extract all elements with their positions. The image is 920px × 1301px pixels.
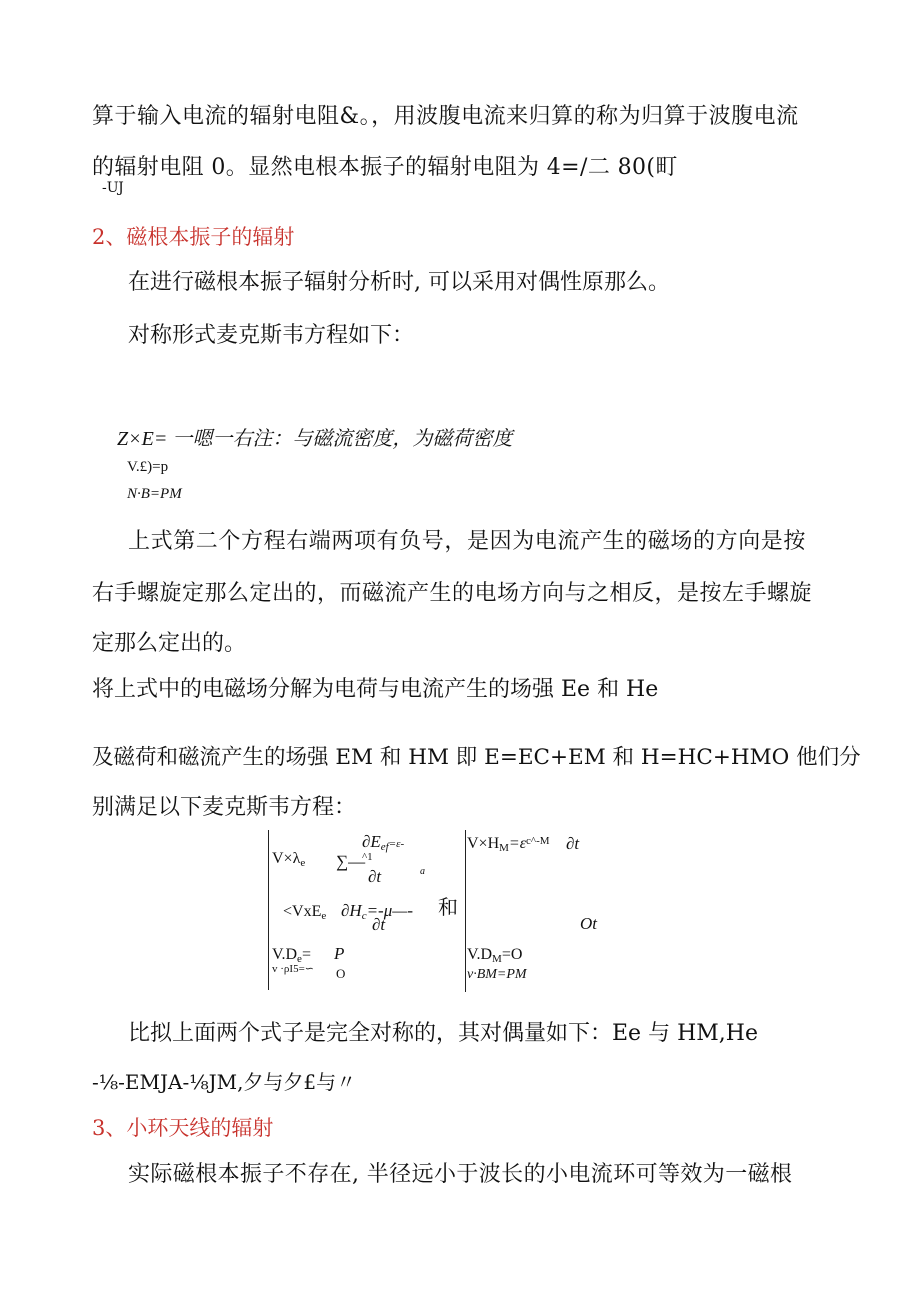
section-heading-2: 2、磁根本振子的辐射 <box>92 225 295 249</box>
right-bracket <box>465 830 466 992</box>
left-eq-div-d: V.De= <box>272 946 311 965</box>
left-eq-sum: ∑— <box>336 852 366 871</box>
left-eq-a: a <box>420 866 425 877</box>
left-eq-partial-h: ∂Hc=-μ—- <box>341 901 414 922</box>
left-eq-div-b: v ·ρI5=∽ <box>272 963 314 975</box>
paragraph-line-10: 及磁荷和磁流产生的场强 EM 和 HM 即 E=EC+EM 和 H=HC+HMO 他们分 <box>92 745 861 770</box>
right-eq-div-d: V.DM=O <box>467 946 523 965</box>
paragraph-line-7: 右手螺旋定那么定出的，而磁流产生的电场方向与之相反，是按左手螺旋 <box>92 581 813 606</box>
paragraph-line-9: 将上式中的电磁场分解为电荷与电流产生的场强 Ee 和 He <box>92 677 659 702</box>
paragraph-line-3: -UJ <box>102 180 124 196</box>
equation-2: V.£)=p <box>127 459 169 475</box>
paragraph-line-6: 上式第二个方程右端两项有负号，是因为电流产生的磁场的方向是按 <box>128 529 807 554</box>
paragraph-line-14: 实际磁根本振子不存在, 半径远小于波长的小电流环可等效为一磁根 <box>128 1162 793 1187</box>
left-eq-curl-e: <VxEe <box>283 903 327 922</box>
paragraph-line-12: 比拟上面两个式子是完全对称的，其对偶量如下：Ee 与 HM,He <box>128 1021 758 1046</box>
left-eq-zero: O <box>336 966 346 981</box>
left-eq-dt-2: ∂t <box>372 915 386 934</box>
left-eq-curl-h: V×λe <box>272 850 306 869</box>
section-heading-3: 3、小环天线的辐射 <box>92 1116 274 1140</box>
and-conjunction: 和 <box>438 895 458 919</box>
paragraph-line-5: 对称形式麦克斯韦方程如下： <box>128 323 415 348</box>
right-eq-dt-1: ∂t <box>566 834 580 853</box>
paragraph-line-2: 的辐射电阻 0。显然电根本振子的辐射电阻为 4=/二 80(町 <box>92 155 678 180</box>
equation-3: N·B=PM <box>127 486 182 502</box>
left-eq-dt-1: ∂t <box>368 867 382 886</box>
left-eq-exp: ^1 <box>362 851 373 863</box>
equation-1: Z×E= 一嗯一右注：与磁流密度，为磁荷密度 <box>117 428 513 450</box>
paragraph-line-8: 定那么定出的。 <box>92 631 247 656</box>
left-eq-rho: P <box>334 944 345 963</box>
paragraph-line-4: 在进行磁根本振子辐射分析时, 可以采用对偶性原那么。 <box>128 270 670 295</box>
left-eq-partial-e: ∂Eef=ε- <box>362 832 405 853</box>
paragraph-line-1: 算于输入电流的辐射电阻&。，用波腹电流来归算的称为归算于波腹电流 <box>92 104 799 129</box>
right-eq-div-b: v·BM=PM <box>467 967 527 982</box>
left-bracket <box>268 830 269 990</box>
right-eq-ot: Ot <box>580 914 597 933</box>
right-eq-curl-h: $V\times HM=\varepsilon^{c\^{}-M}$ <box>467 835 550 854</box>
paragraph-line-13: -⅛-EMJA-⅛JM,夕与夕£与〃 <box>92 1070 357 1094</box>
paragraph-line-11: 别满足以下麦克斯韦方程： <box>92 795 357 820</box>
